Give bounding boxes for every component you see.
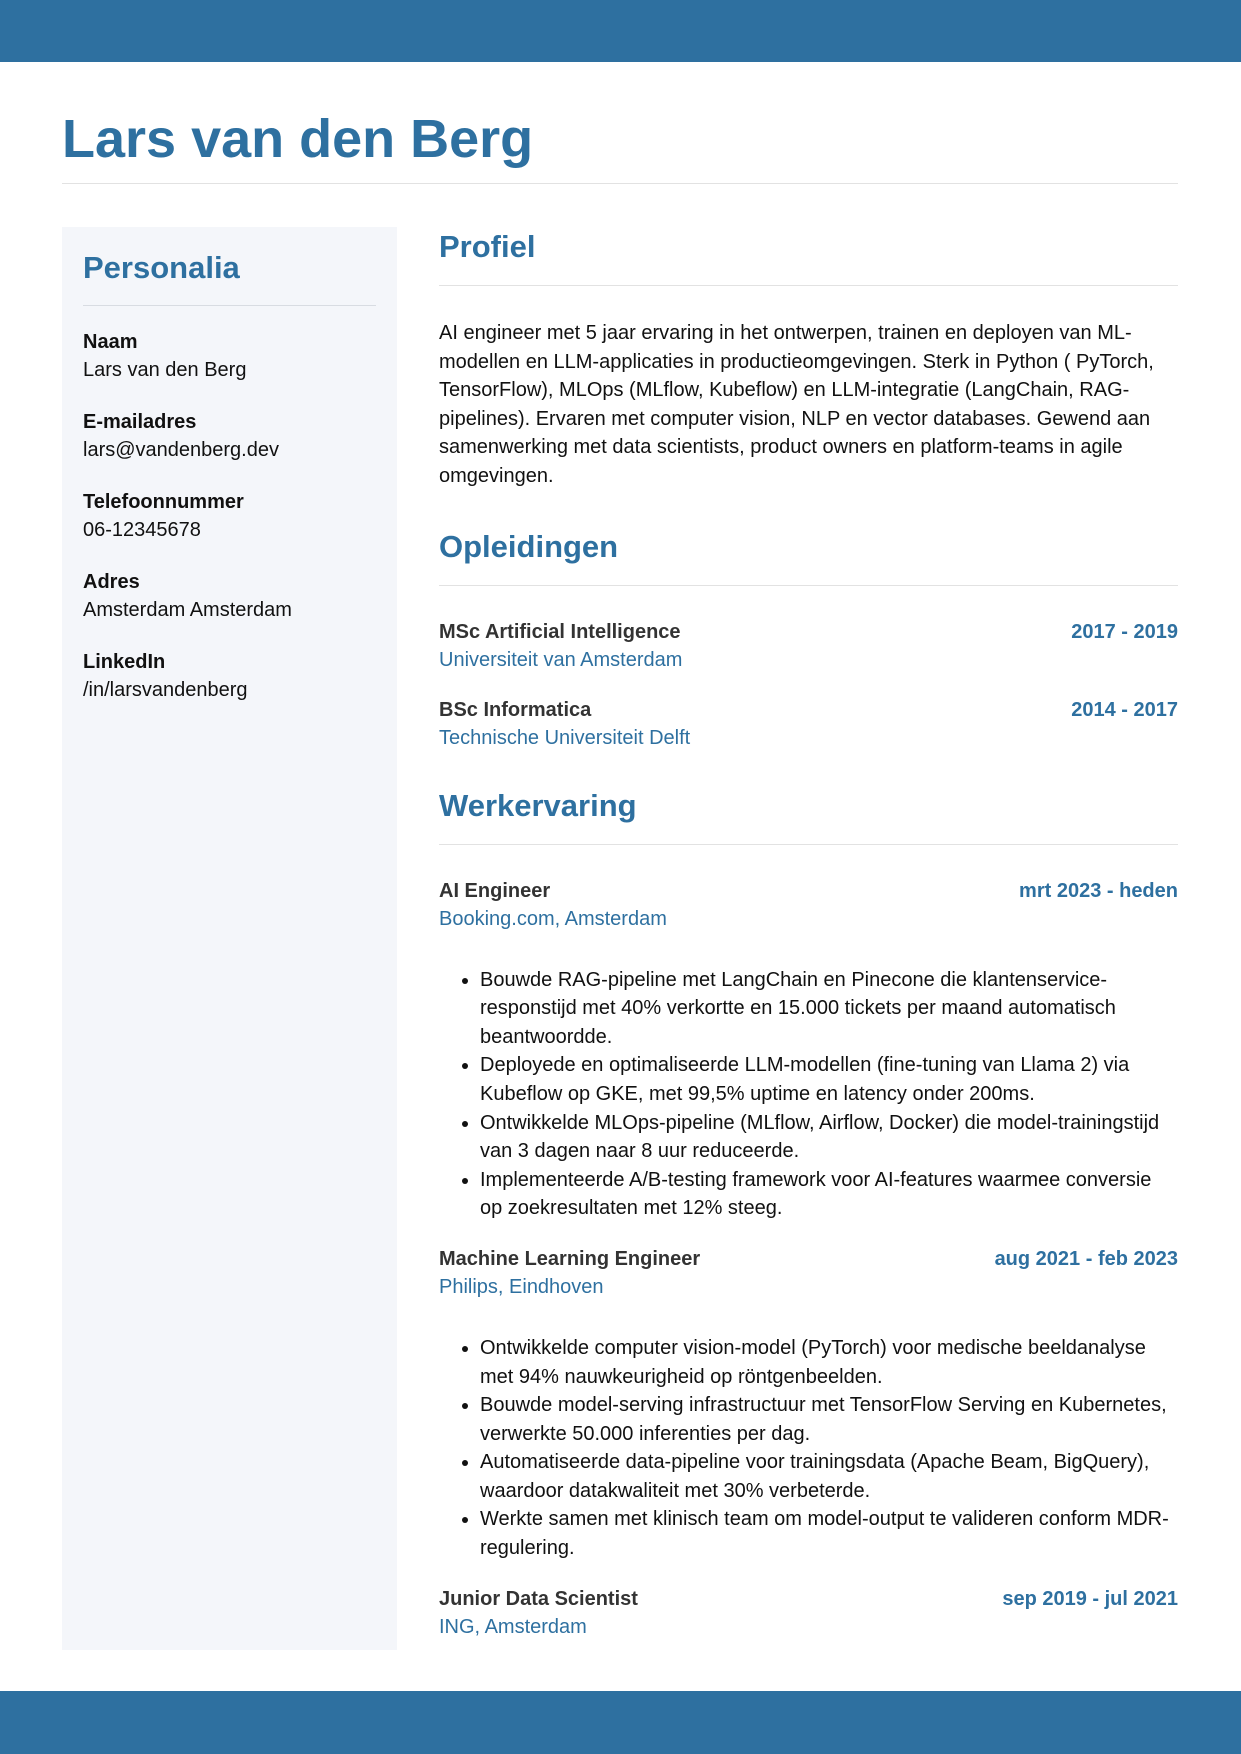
field-value: /in/larsvandenberg [83,679,248,701]
section-divider [439,585,1178,586]
job-bullets [439,966,1178,1223]
section-title-profile: Profiel [439,229,536,264]
field-label: LinkedIn [83,651,166,673]
section-divider [439,285,1178,286]
job-title: Junior Data Scientist [439,1587,638,1610]
field-value: Lars van den Berg [83,359,247,381]
school-name: Universiteit van Amsterdam [439,648,683,671]
degree-title: BSc Informatica [439,698,592,721]
job-bullet: • Implementeerde A/B-testing framework voor AI-features waarmee conversie op zoekresultaten met 12% steeg. [480,1166,1178,1223]
job-bullet: • Ontwikkelde computer vision-model (PyTorch) voor medische beeldanalyse met 94% nauwkeurigheid op röntgenbeelden. [480,1334,1178,1391]
personalia-sidebar [62,227,397,1650]
field-label: Telefoonnummer [83,491,244,513]
education-dates: 2017 - 2019 [1071,620,1178,643]
company-name: ING, Amsterdam [439,1615,587,1638]
section-title-education: Opleidingen [439,528,619,564]
job-entry [439,877,1178,1223]
footer-bar [0,1691,1241,1754]
section-divider [439,844,1178,845]
degree-title: MSc Artificial Intelligence [439,620,681,643]
job-entry [439,1585,1178,1641]
profile-text: AI engineer met 5 jaar ervaring in het ontwerpen, trainen en deployen van ML-modellen en LLM-applicaties in productieomgevingen. Sterk in Python ( PyTorch, TensorFlow), MLOps (MLflow, Kubeflow) en LLM-integratie (LangChain, RAG-pipelines). Ervaren met computer vision, NLP en vector databases. Gewend aan samenwerking met data scientists, product owners en platform-teams in agile omgevingen. [439,322,1154,487]
field-naam [83,328,376,384]
profile-section [439,227,1178,491]
job-dates: mrt 2023 - heden [1019,879,1178,902]
education-entry [439,618,1178,674]
job-bullet: • Werkte samen met klinisch team om model-output te valideren conform MDR-regulering. [480,1505,1178,1562]
field-phone [83,488,376,544]
field-email [83,408,376,464]
education-dates: 2014 - 2017 [1071,698,1178,721]
sidebar-divider [83,305,376,306]
field-address [83,568,376,624]
education-entry [439,696,1178,752]
field-linkedin [83,648,376,704]
job-dates: aug 2021 - feb 2023 [994,1247,1178,1270]
section-title-experience: Werkervaring [439,787,637,823]
company-name: Philips, Eindhoven [439,1275,604,1298]
main-content [439,227,1178,1641]
job-bullet: • Deployede en optimaliseerde LLM-modellen (fine-tuning van Llama 2) via Kubeflow op GKE, met 99,5% uptime en latency onder 200ms. [480,1051,1178,1108]
page-title: Lars van den Berg [62,109,534,169]
job-bullet: • Automatiseerde data-pipeline voor trainingsdata (Apache Beam, BigQuery), waardoor datakwaliteit met 30% verbeterde. [480,1448,1178,1505]
sidebar-title: Personalia [83,250,240,285]
education-section [439,527,1178,752]
job-bullet: • Bouwde model-serving infrastructuur met TensorFlow Serving en Kubernetes, verwerkte 50.000 inferenties per dag. [480,1391,1178,1448]
field-value: 06-12345678 [83,519,201,541]
company-name: Booking.com, Amsterdam [439,907,667,930]
field-label: Naam [83,331,138,353]
job-entry [439,1245,1178,1563]
header-bar [0,0,1241,62]
school-name: Technische Universiteit Delft [439,726,691,749]
job-bullet: • Ontwikkelde MLOps-pipeline (MLflow, Airflow, Docker) die model-trainingstijd van 3 dagen naar 8 uur reduceerde. [480,1109,1178,1166]
title-divider [62,183,1178,184]
field-label: Adres [83,571,140,593]
job-dates: sep 2019 - jul 2021 [1002,1587,1178,1610]
job-bullets [439,1334,1178,1563]
field-value: lars@vandenberg.dev [83,439,279,461]
job-bullet: • Bouwde RAG-pipeline met LangChain en Pinecone die klantenservice-responstijd met 40% verkortte en 15.000 tickets per maand automatisch beantwoordde. [480,966,1178,1052]
experience-section [439,786,1178,1641]
job-title: Machine Learning Engineer [439,1247,701,1270]
field-label: E-mailadres [83,411,197,433]
job-title: AI Engineer [439,879,551,902]
field-value: Amsterdam Amsterdam [83,599,292,621]
